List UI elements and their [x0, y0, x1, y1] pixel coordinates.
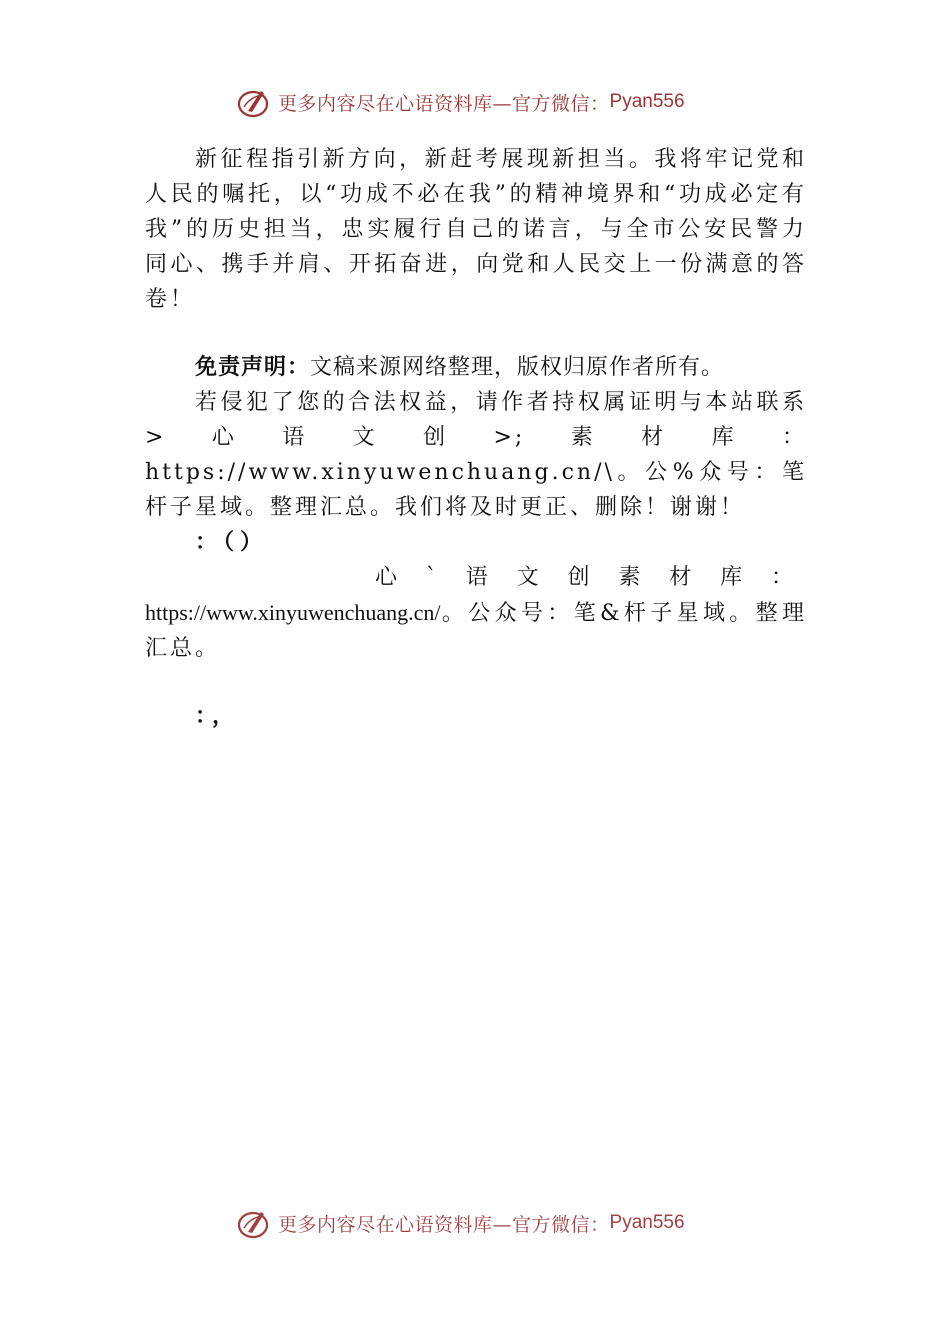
- closing-paragraph: 新征程指引新方向，新赶考展现新担当。我将牢记党和人民的嘱托，以“功成不必在我”的精神境界和“功成必定有我”的历史担当，忠实履行自己的诺言，与全市公安民警力同心、携手并肩、开拓奋进，向党和人民交上一份满意的答卷！: [145, 147, 807, 312]
- spacer: [145, 666, 807, 699]
- source-rest: 。公众号：笔&杆子星域。整理汇总。: [145, 601, 807, 661]
- source-prefix: 心`语文创素材库：: [375, 565, 807, 590]
- disclaimer-text: 文稿来源网络整理，版权归原作者所有。: [310, 355, 725, 380]
- disclaimer-label: 免责声明：: [195, 355, 311, 380]
- symbol-line-2: ：，: [195, 704, 241, 729]
- quill-pen-logo: [236, 85, 270, 119]
- source-paragraph: [145, 560, 807, 666]
- document-body: [145, 142, 807, 734]
- header-banner: [236, 82, 685, 122]
- symbol-line-1: ：（）: [195, 530, 269, 555]
- quill-pen-logo: [236, 1206, 270, 1240]
- disclaimer-line: [145, 350, 807, 385]
- source-url: https://www.xinyuwenchuang.cn/: [145, 600, 441, 625]
- header-wechat-id: Pyan556: [609, 91, 685, 112]
- footer-banner: [236, 1203, 685, 1243]
- footer-wechat-id: Pyan556: [609, 1212, 685, 1233]
- copyright-paragraph: 若侵犯了您的合法权益，请作者持权属证明与本站联系>心语文创>;素材库：https://www.xinyuwenchuang.cn/\。公%众号：笔杆子星域。整理汇总。我们将及时更正、删除！谢谢！: [145, 390, 807, 520]
- header-text: 更多内容尽在心语资料库—官方微信：: [278, 92, 610, 115]
- spacer: [145, 317, 807, 350]
- footer-text: 更多内容尽在心语资料库—官方微信：: [278, 1213, 610, 1236]
